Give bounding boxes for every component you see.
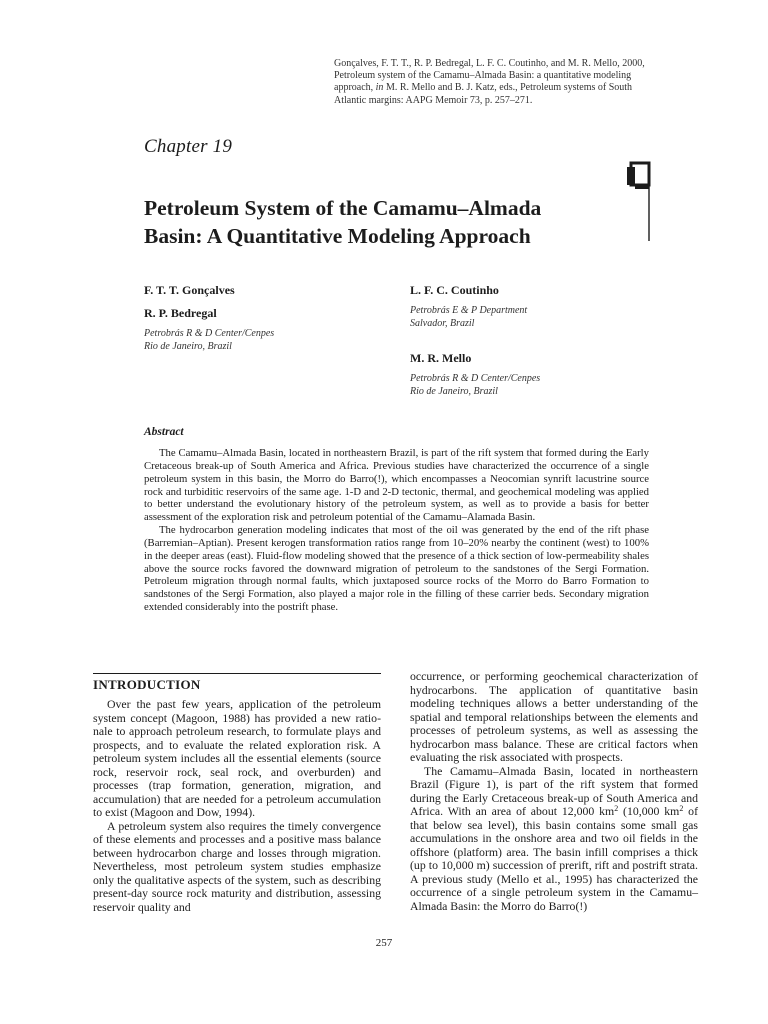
title-line: Basin: A Quantitative Modeling Approach (144, 224, 531, 248)
chapter-label: Chapter 19 (144, 136, 233, 157)
abstract-paragraph: The Camamu–Almada Basin, located in northeastern Brazil, is part of the rift system that formed during the Early Cretaceous break-up of South America and Africa. Previous studies have characterized the occurrence of a single petroleum system in this basin, the Morro do Barro(!), which encompasses a Neocomian synrift lacustrine source rock and turbiditic reservoirs of the same age. 1-D and 2-D tectonic, thermal, and geochemical modeling was applied to better understand the evolutionary history of the petroleum system, as well as to provide a basis for better assessment of the exploration risk and petroleum potential of the Camamu–Alamada Basin. (144, 447, 649, 524)
author-name: R. P. Bedregal (144, 306, 217, 320)
author-name: M. R. Mello (410, 351, 472, 365)
body-paragraph: The Camamu–Almada Basin, located in northeastern Brazil (Figure 1), is part of the rift system that formed during the Early Cretaceous break-up of South America and Africa. With an area of about 12,000 $km^2$ (10,000 $km^2$ of that below sea level), this basin contains some small gas accumulations in the onshore area and two oil fields in the offshore (platform) area. The basin infill comprises a thick (up to 10,000 m) succession of prerift, rift and postrift strata. A previous study (Mello et al., 1995) has characterized the occurrence of a single petroleum system in the Camamu–Almada Basin: the Morro do Barro(!) (410, 763, 699, 913)
body-column-right (410, 670, 698, 913)
author-affiliation: Petrobrás R & D Center/Cenpes Rio de Janeiro, Brazil (410, 373, 541, 397)
author-name: L. F. C. Coutinho (410, 283, 499, 297)
citation-block (334, 58, 650, 107)
abstract-body (144, 447, 649, 614)
author-affiliation: Petrobrás E & P Department Salvador, Brazil (410, 305, 528, 329)
section-heading-introduction: INTRODUCTION (93, 677, 201, 692)
citation-line: Atlantic margins: AAPG Memoir 73, p. 257–271. (334, 94, 533, 106)
page-number: 257 (375, 937, 393, 949)
body-paragraph: occurrence, or performing geochemical characterization of hydrocarbons. The application of quantitative basin modeling techniques allows a better understanding of the spatial and temporal relationships between the elements and processes of petroleum systems, as well as assessing the hydrocarbon mass balance. These are critical factors when evaluating the risk associated with prospects. (410, 669, 698, 764)
abstract-paragraph: The hydrocarbon generation modeling indicates that most of the oil was generated by the end of the rift phase (Barremian–Aptian). Present kerogen transformation ratios range from 10–20% nearby the continent (west) to 100% in the deeper areas (east). Fluid-flow modeling showed that the presence of a thick section of low-permeability shales above the source rocks favored the downward migration of petroleum to the sandstones of the Sergi Formation. Petroleum migration through normal faults, which juxtaposed source rocks of the Morro do Barro Formation to sandstones of the Sergi Formation, also played a major role in the filling of these carrier beds. Secondary migration extended considerably into the postrift phase. (144, 524, 649, 614)
title-line: Petroleum System of the Camamu–Almada (144, 196, 542, 220)
body-paragraph: Over the past few years, application of the petroleum system concept (Magoon, 1988) has provided a new rationale to approach petroleum research, to formulate plays and prospects, and to evaluate the related exploration risk. A petroleum system includes all the essential elements (source rock, reservoir rock, seal rock, and overburden) and processes (trap formation, generation, migration, and accumulation) that are needed for a petroleum accumulation to exist (Magoon and Dow, 1994). (93, 697, 381, 819)
author-affiliation: Petrobrás R & D Center/Cenpes Rio de Janeiro, Brazil (144, 328, 275, 352)
body-column-left (93, 698, 381, 914)
paper-title (144, 194, 624, 250)
citation-line: Gonçalves, F. T. T., R. P. Bedregal, L. F. C. Coutinho, and M. R. Mello, 2000, (334, 58, 645, 69)
citation-line: approach, in M. R. Mello and B. J. Katz, eds., Petroleum systems of South (334, 82, 633, 94)
abstract-heading: Abstract (144, 426, 184, 438)
body-paragraph: A petroleum system also requires the timely convergence of these elements and processes and a positive mass balance between hydrocarbon charge and losses through migration. Nevertheless, most petroleum system studies emphasize only the qualitative aspects of the system, such as describing present-day source rock maturity and distribution, assessing reservoir quality and (93, 818, 381, 914)
section-divider (93, 673, 381, 674)
citation-line: Petroleum system of the Camamu–Almada Basin: a quantitative modeling (334, 70, 632, 82)
chapter-corner-mark-icon (627, 161, 651, 241)
author-name: F. T. T. Gonçalves (144, 283, 235, 297)
